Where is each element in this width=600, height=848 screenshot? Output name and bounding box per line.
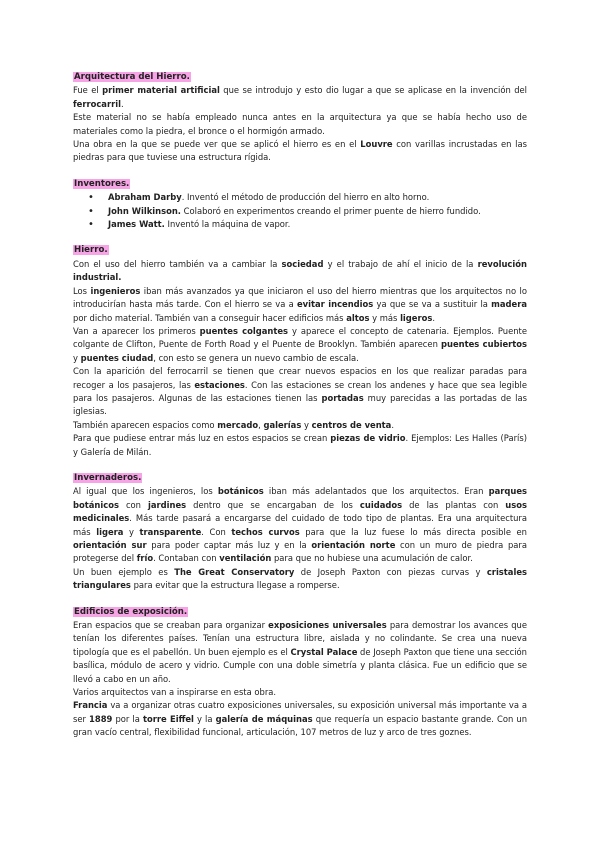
section-heading: Invernaderos.: [74, 472, 142, 483]
inventors-list: [73, 191, 527, 231]
list-item: • James Watt. Inventó la máquina de vapor.: [88, 218, 527, 231]
paragraph: Para que pudiese entrar más luz en estos espacios se crean piezas de vidrio. Ejemplos: Les Halles (París) y Galería de Milán.: [73, 433, 527, 457]
paragraph: Varios arquitectos van a inspirarse en esta obra.: [73, 687, 277, 698]
paragraph: Este material no se había empleado nunca antes en la arquitectura ya que se había hecho uso de materiales como la piedra, el bronce o el hormigón armado.: [73, 112, 527, 136]
paragraph: Eran espacios que se creaban para organizar exposiciones universales para demostrar los avances que tenían los diferentes países. Tenían una estructura libre, aislada y no colindante. Se crea una nueva tipología que es el pabellón. Un buen ejemplo es el Crystal Palace de Joseph Paxton que tiene una sección basílica, módulo de acero y vidrio. Cumple con una doble simetría y planta clásica. Fue un edificio que se llevó a cabo en un año.: [73, 620, 528, 684]
list-item: • John Wilkinson. Colaboró en experimentos creando el primer puente de hierro fundido.: [88, 205, 527, 218]
paragraph: Un buen ejemplo es The Great Conservatory de Joseph Paxton con piezas curvas y cristales triangulares para evitar que la estructura llegase a romperse.: [73, 566, 527, 591]
section-heading: Inventores.: [74, 178, 130, 189]
paragraph: Con la aparición del ferrocarril se tienen que crear nuevos espacios en los que realizar paradas para recoger a los pasajeros, las estaciones. Con las estaciones se crean los andenes y hace que sea legible para los pasajeros. Algunas de las estaciones tienen las portadas muy parecidas a las portadas de las iglesias.: [73, 366, 527, 417]
list-item: • Abraham Darby. Inventó el método de producción del hierro en alto horno.: [88, 191, 527, 204]
paragraph: También aparecen espacios como mercado, galerías y centros de venta.: [73, 419, 395, 430]
paragraph: Con el uso del hierro también va a cambiar la sociedad y el trabajo de ahí el inicio de la revolución industrial.: [73, 258, 527, 283]
paragraph: Francia va a organizar otras cuatro exposiciones universales, su exposición universal más importante va a ser 1889 por la torre Eiffel y la galería de máquinas que requería un espacio bastante grande. Con un gran vacío central, flexibilidad funcional, articulación, 107 metros de luz y arco de tres goznes.: [73, 700, 527, 738]
document-page: [73, 71, 527, 740]
section-heading: Edificios de exposición.: [74, 606, 188, 617]
paragraph: Una obra en la que se puede ver que se aplicó el hierro es en el Louvre con varillas incrustadas en las piedras para que tuviese una estructura rígida.: [73, 139, 527, 163]
section-heading: Hierro.: [74, 245, 108, 256]
paragraph: Fue el primer material artificial que se introdujo y esto dio lugar a que se aplicase en la invención del ferrocarril.: [73, 85, 528, 109]
paragraph: Los ingenieros iban más avanzados ya que iniciaron el uso del hierro mientras que los arquitectos no lo introducirían hasta más tarde. Con el hierro se va a evitar incendios ya que se va a sustituir la madera por dicho material. También van a conseguir hacer edificios más altos y más ligeros.: [73, 285, 527, 323]
paragraph: Al igual que los ingenieros, los botánicos iban más adelantados que los arquitectos. Eran parques botánicos con jardines dentro que se encargaban de los cuidados de las plantas con usos medicinales. Más tarde pasará a encargarse del cuidado de todo tipo de plantas. Era una arquitectura más ligera y transparente. Con techos curvos para que la luz fuese lo más directa posible en orientación sur para poder captar más luz y en la orientación norte con un muro de piedra para protegerse del frío. Contaban con ventilación para que no hubiese una acumulación de calor.: [73, 486, 527, 564]
section-heading: Arquitectura del Hierro.: [74, 72, 190, 82]
paragraph: Van a aparecer los primeros puentes colgantes y aparece el concepto de catenaria. Ejemplos. Puente colgante de Clifton, Puente de Forth Road y el Puente de Brooklyn. También aparecen puentes cubiertos y puentes ciudad, con esto se genera un nuevo cambio de escala.: [73, 325, 528, 363]
